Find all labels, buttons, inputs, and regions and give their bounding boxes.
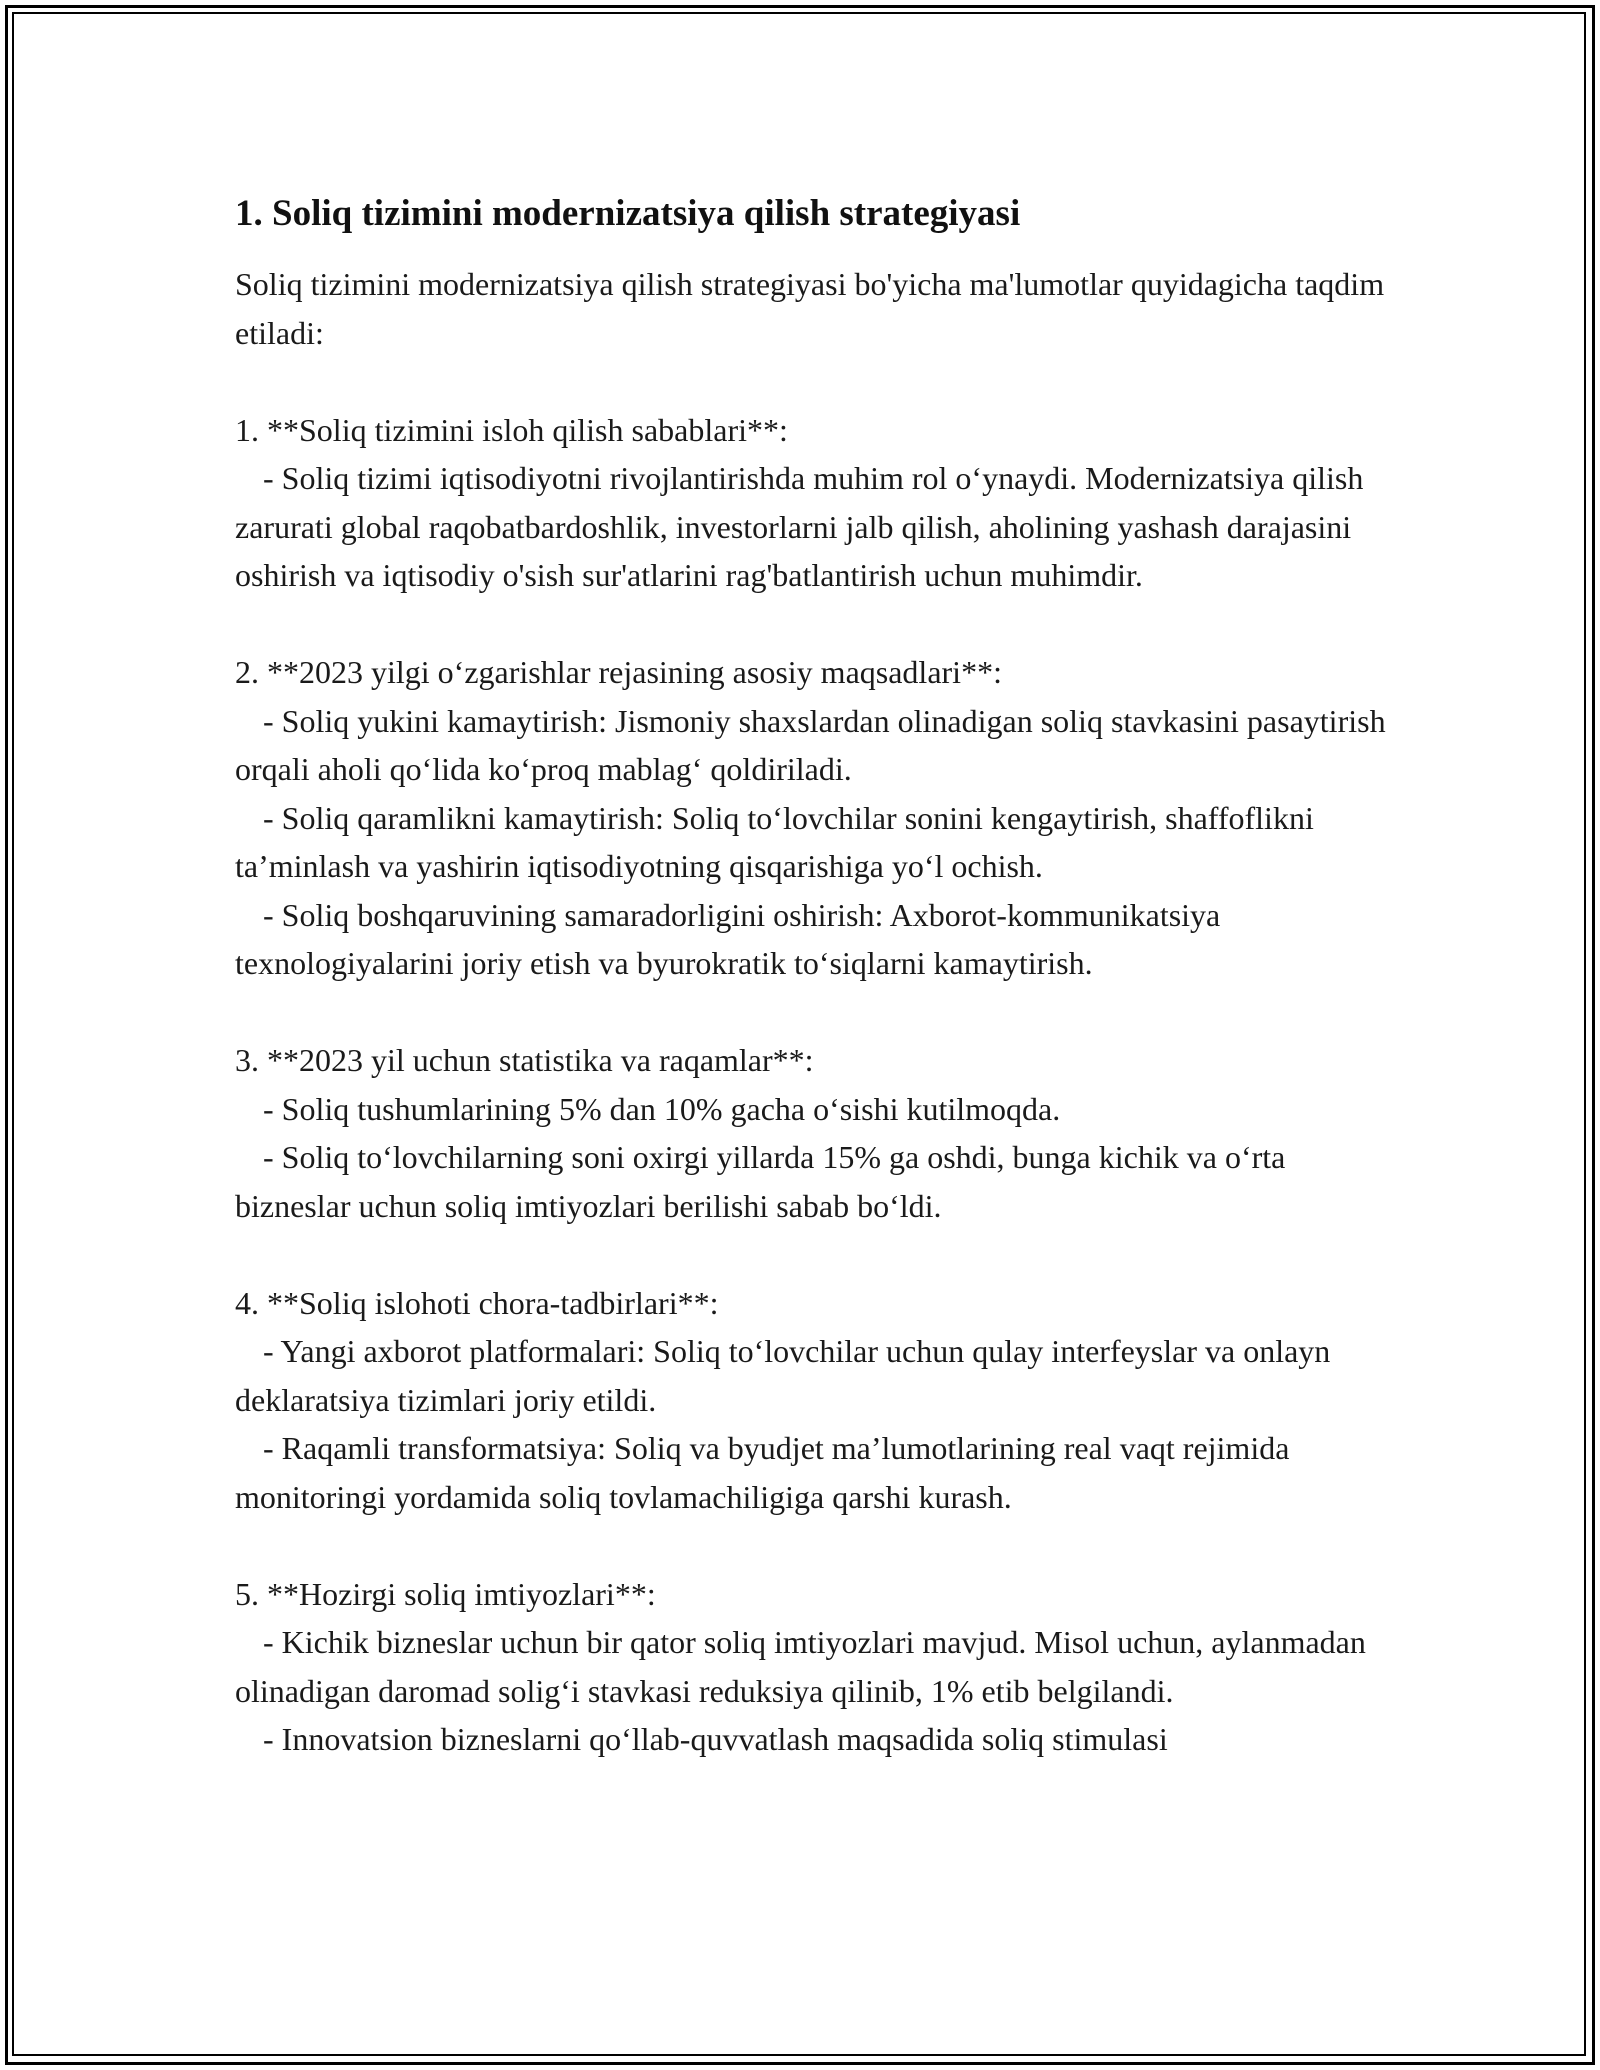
section-2 — [235, 648, 1395, 988]
section-3 — [235, 1036, 1395, 1230]
list-item: - Soliq boshqaruvining samaradorligini oshirish: Axborot-kommunikatsiya texnologiyalarini joriy etish va byurokratik to‘siqlarni kamaytirish. — [235, 896, 1221, 981]
list-item: - Soliq to‘lovchilarning soni oxirgi yillarda 15% ga oshdi, bunga kichik va o‘rta bizneslar uchun soliq imtiyozlari berilishi sabab bo‘ldi. — [235, 1139, 1286, 1224]
spacer — [235, 1230, 1395, 1279]
section-heading: 2. **2023 yilgi o‘zgarishlar rejasining asosiy maqsadlari**: — [235, 654, 1002, 690]
section-heading: 5. **Hozirgi soliq imtiyozlari**: — [235, 1575, 656, 1612]
section-heading: 1. **Soliq tizimini isloh qilish sabablari**: — [235, 411, 788, 448]
list-item: - Soliq tushumlarining 5% dan 10% gacha o‘sishi kutilmoqda. — [263, 1090, 1061, 1127]
spacer — [235, 600, 1395, 649]
list-item: - Kichik bizneslar uchun bir qator soliq imtiyozlari mavjud. Misol uchun, aylanmadan olinadigan daromad solig‘i stavkasi reduksiya qilinib, 1% etib belgilandi. — [235, 1624, 1366, 1709]
document-title: 1. Soliq tizimini modernizatsiya qilish strategiyasi — [235, 193, 1021, 234]
list-item: - Soliq qaramlikni kamaytirish: Soliq to‘lovchilar sonini kengaytirish, shaffoflikni ta’minlash va yashirin iqtisodiyotning qisqarishiga yo‘l ochish. — [235, 799, 1314, 884]
section-heading: 3. **2023 yil uchun statistika va raqamlar**: — [235, 1042, 814, 1078]
list-item: - Raqamli transformatsiya: Soliq va byudjet ma’lumotlarining real vaqt rejimida monitoringi yordamida soliq tovlamachiligiga qarshi kurash. — [235, 1430, 1290, 1515]
intro-paragraph: Soliq tizimini modernizatsiya qilish strategiyasi bo'yicha ma'lumotlar quyidagicha taqdim etiladi: — [235, 266, 1385, 351]
spacer — [235, 1521, 1395, 1570]
section-heading: 4. **Soliq islohoti chora-tadbirlari**: — [235, 1284, 719, 1321]
section-1 — [235, 406, 1395, 600]
section-5 — [235, 1570, 1395, 1764]
section-4 — [235, 1279, 1395, 1522]
spacer — [235, 357, 1395, 406]
document-body — [235, 190, 1395, 1764]
spacer — [235, 988, 1395, 1037]
list-item: - Yangi axborot platformalari: Soliq to‘lovchilar uchun qulay interfeyslar va onlayn deklaratsiya tizimlari joriy etildi. — [235, 1333, 1331, 1418]
list-item: - Innovatsion bizneslarni qo‘llab-quvvatlash maqsadida soliq stimulasi — [263, 1721, 1168, 1757]
list-item: - Soliq yukini kamaytirish: Jismoniy shaxslardan olinadigan soliq stavkasini pasaytirish orqali aholi qo‘lida ko‘proq mablag‘ qoldiriladi. — [235, 702, 1386, 787]
list-item: - Soliq tizimi iqtisodiyotni rivojlantirishda muhim rol o‘ynaydi. Modernizatsiya qilish zarurati global raqobatbardoshlik, investorlarni jalb qilish, aholining yashash darajasini oshirish va iqtisodiy o'sish sur'atlarini rag'batlantirish uchun muhimdir. — [235, 460, 1364, 593]
